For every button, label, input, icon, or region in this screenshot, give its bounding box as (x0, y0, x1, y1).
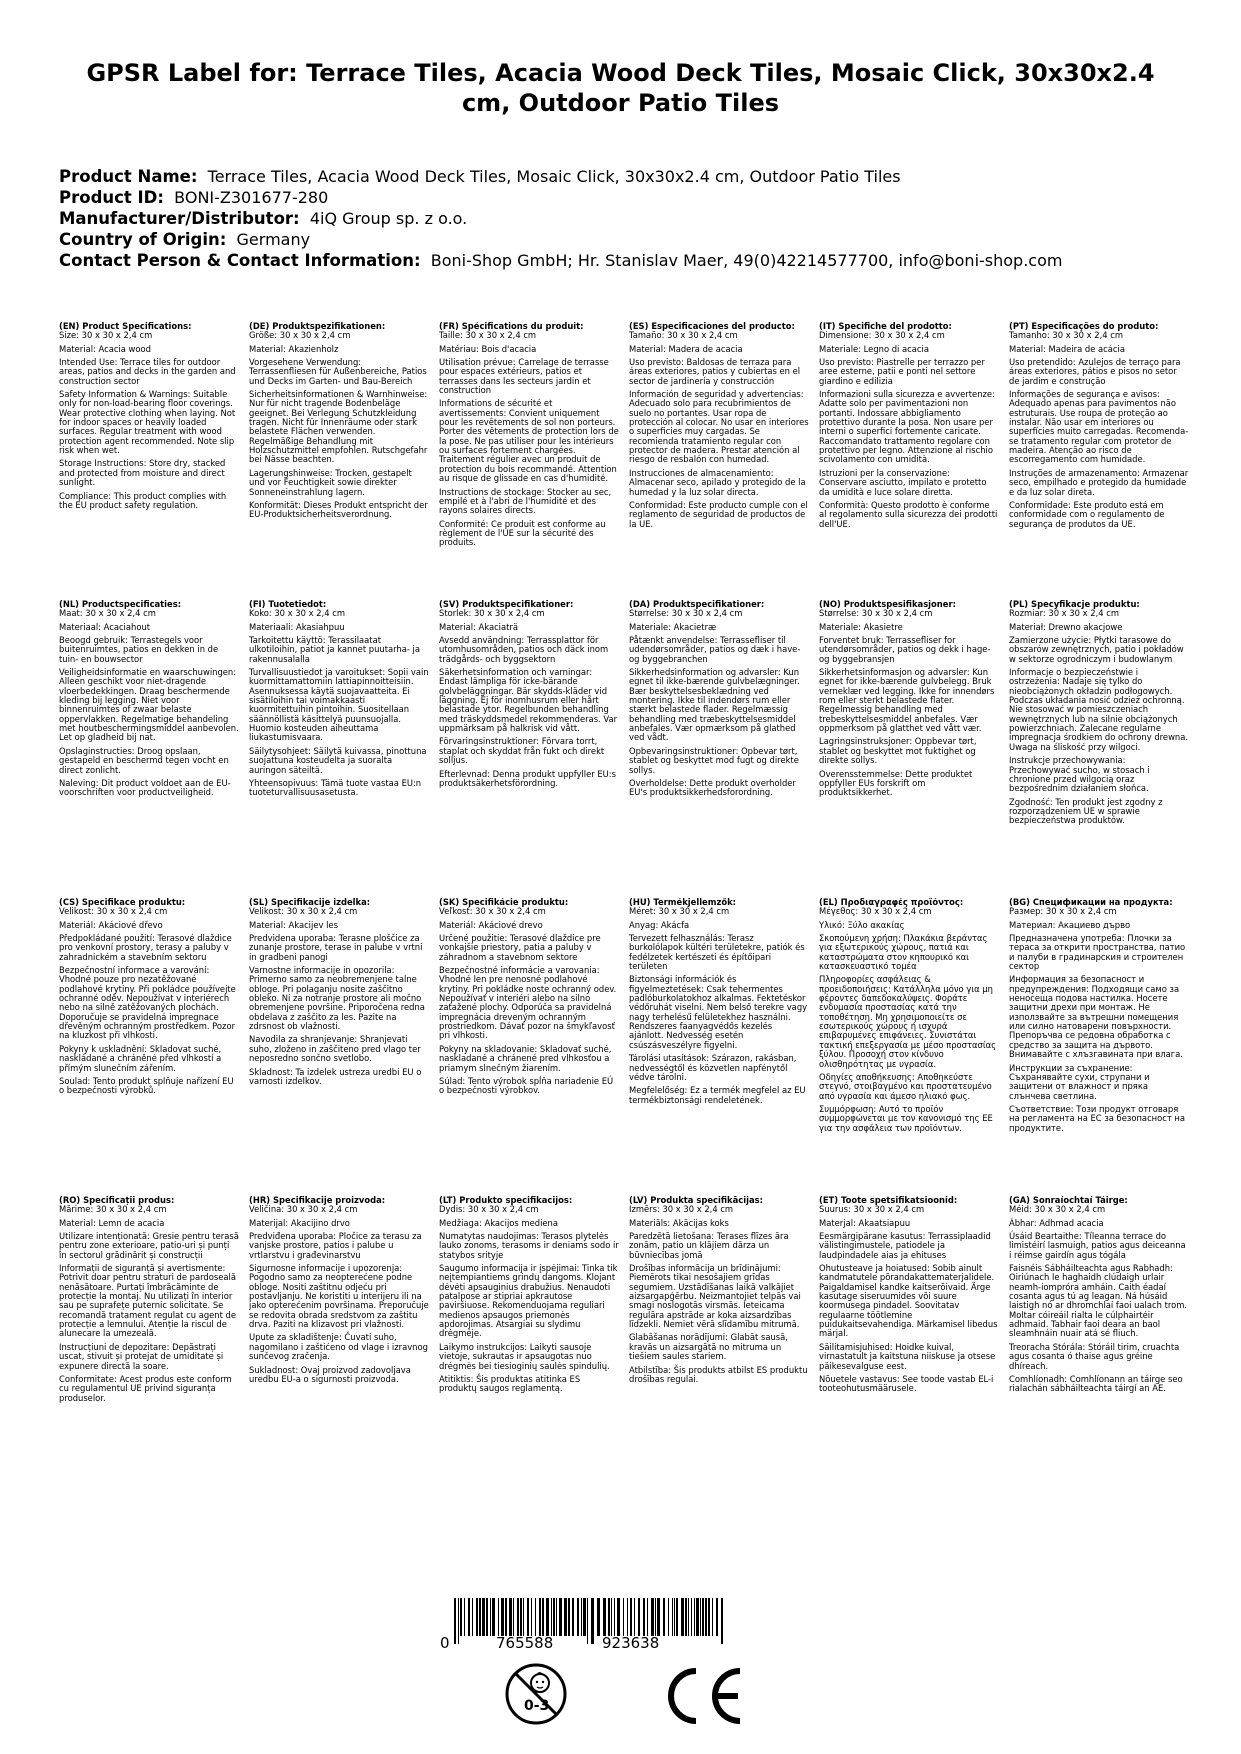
barcode-bar (712, 1598, 713, 1636)
spec-section-title: (CS) Specifikace produktu: (59, 898, 186, 907)
spec-paragraph: Matériau: Bois d'acacia (439, 343, 537, 354)
spec-grid (59, 322, 1199, 1552)
spec-section (629, 600, 819, 898)
barcode-bar (668, 1598, 669, 1636)
barcode-bar (498, 1598, 499, 1636)
spec-paragraph: Материал: Акациево дърво (1009, 919, 1131, 930)
spec-section (1009, 322, 1199, 600)
contact-label: Contact Person & Contact Information: (59, 251, 421, 270)
spec-paragraph: Pokyny na skladovanie: Skladovať suché, naskladané a chránené pred vlhkosťou a priamym slnečným žiarením. (439, 1043, 612, 1073)
spec-paragraph: Sukladnost: Ovaj proizvod zadovoljava uredbu EU-a o sigurnosti proizvoda. (249, 1364, 411, 1384)
spec-section-title: (FR) Spécifications du produit: (439, 322, 584, 331)
spec-paragraph: Bezpečnostné informácie a varovania: Vhodné len pre nenosné podlahové krytiny. Pri pokládke noste ochranný odev. Nepoužívať v interiéri alebo na silno zaťažené plochy. Odporúča sa pravidelná impregnácia dreveným ochranným prostriedkom. Dávať pozor na šmykľavosť pri vlhkosti. (439, 965, 617, 1041)
barcode-bar (572, 1598, 574, 1636)
spec-paragraph: Saugumo informacija ir įspėjimai: Tinka tik neįtempiantiems grindų dangoms. Klojant dėvėti apsauginius drabužius. Nenaudoti patalpose ar stipriai apkrautose paviršiuose. Rekomenduojama reguliari medienos apsaugos priemonės apdorojimas. Atsargiai su slydimu drėgmėje. (439, 1263, 618, 1339)
barcode-bar (603, 1598, 606, 1636)
spec-paragraph: Atitiktis: Šis produktas atitinka ES produktų saugos reglamentą. (439, 1373, 581, 1394)
spec-paragraph: Materiale: Akasietre (819, 621, 903, 632)
spec-paragraph: Numatytas naudojimas: Terasos plytelės lauko zonoms, terasoms ir deniams sodo ir statybos srityje (439, 1231, 619, 1260)
spec-paragraph: Avsedd användning: Terrassplattor för utomhusområden, patios och däck inom trädgårds- och byggsektorn (439, 635, 609, 664)
spec-paragraph: Instructions de stockage: Stocker au sec, empilé et à l'abri de l'humidité et des rayons solaires directs. (439, 486, 612, 516)
page-title: GPSR Label for: Terrace Tiles, Acacia Wood Deck Tiles, Mosaic Click, 30x30x2.4 cm, Outdoor Patio Tiles (86, 59, 1155, 117)
barcode-bar (611, 1598, 612, 1636)
spec-paragraph: Soulad: Tento produkt splňuje nařízení EU o bezpečnosti výrobků. (59, 1075, 234, 1096)
spec-paragraph: Conformitate: Acest produs este conform cu regulamentul UE privind siguranța produselor. (59, 1373, 232, 1403)
spec-paragraph: Biztonsági információk és figyelmeztetések: Csak tehermentes padlóburkolatokhoz alkalmas. Fektetéskor védőruhát viselni. Nem belső terekre vagy nagy terhelésű felületekhez használni. Rendszeres faanyagvédős kezelés ajánlott. Nedvesség esetén csúszásveszélyre figyelni. (629, 974, 808, 1050)
barcode-bar (651, 1598, 654, 1636)
spec-paragraph: Úsáid Beartaithe: Tíleanna terrace do limistéirí lasmuigh, patios agus deiceanna i réimse gairdín agus tógála (1009, 1231, 1186, 1260)
spec-paragraph: Předpokládané použití: Terasové dlaždice pro venkovní prostory, terasy a paluby v zahradnickém a stavebním sektoru (59, 933, 232, 962)
barcode-group-1: 765588 (496, 1634, 554, 1652)
spec-paragraph: Laikymo instrukcijos: Laikyti sausoje vietoje, sukrautas ir apsaugotas nuo drėgmės bei tiesioginių saulės spindulių. (439, 1341, 610, 1371)
spec-paragraph: Materijal: Akacijino drvo (249, 1217, 350, 1228)
barcode-bar (708, 1598, 710, 1636)
spec-paragraph: Turvallisuustiedot ja varoitukset: Sopii vain kuormittamattomiin lattiapinnoitteisiin. Asennuksessa käytä suojavaatteita. Ei sisätiloihin tai voimakkaasti kuormitettuihin pintoihin. Suositellaan säännöllistä käsittelyä puunsuojalla. Huomio kosteuden aiheuttama liukastumisvaara. (249, 667, 429, 743)
spec-paragraph: Conformità: Questo prodotto è conforme al regolamento sulla sicurezza dei prodotti dell'UE. (819, 499, 998, 529)
spec-paragraph: Material: Akaciaträ (439, 621, 518, 632)
spec-paragraph: Conformidade: Este produto está em conformidade com o regulamento de segurança de produtos da UE. (1009, 499, 1165, 529)
spec-section-title: (PT) Especificações do produto: (1009, 322, 1159, 331)
spec-paragraph: Vorgesehene Verwendung: Terrassenfliesen für Außenbereiche, Patios und Decks im Garten- und Bau-Bereich (249, 357, 427, 386)
barcode-bar (482, 1598, 485, 1636)
barcode-bar (694, 1598, 695, 1636)
spec-section (819, 322, 1009, 600)
spec-paragraph: Izmērs: 30 x 30 x 2,4 cm (629, 1204, 734, 1215)
spec-paragraph: Material: Madera de acacia (629, 343, 743, 354)
spec-paragraph: Maat: 30 x 30 x 2,4 cm (59, 608, 156, 619)
ce-mark-icon (660, 1665, 746, 1727)
spec-section (439, 898, 629, 1196)
barcode-bar (454, 1598, 456, 1644)
spec-section-title: (EN) Product Specifications: (59, 322, 192, 331)
spec-paragraph: Medžiaga: Akacijos mediena (439, 1217, 558, 1228)
spec-paragraph: Paredzētā lietošana: Terases flīzes āra zonām, patio un klājiem dārza un būvniecības jomā (629, 1231, 789, 1260)
barcode-bar (501, 1598, 504, 1636)
spec-paragraph: Eesmärgipärane kasutus: Terrassiplaadid välistingimustele, patiodele ja laudpindadele aias ja ehituses (819, 1231, 991, 1260)
spec-section (249, 600, 439, 898)
spec-paragraph: Σκοπούμενη χρήση: Πλακάκια βεράντας για εξωτερικούς χώρους, πατιά και καταστρώματα στον κηπουρικό και κατασκευαστικό τομέα (819, 933, 988, 972)
barcode-bar (568, 1598, 570, 1636)
spec-paragraph: Zamierzone użycie: Płytki tarasowe do obszarów zewnętrznych, patio i pokładów w sektorze ogrodniczym i budowlanym (1009, 635, 1184, 664)
spec-paragraph: Instrucciones de almacenamiento: Almacenar seco, apilado y protegido de la humedad y la luz solar directa. (629, 467, 806, 497)
barcode-bar (685, 1598, 687, 1636)
spec-paragraph: Materiál: Akáciové dřevo (59, 919, 163, 930)
barcode-bar (520, 1598, 522, 1636)
spec-paragraph: Material: Akacijev les (249, 919, 338, 930)
spec-paragraph: Υλικό: Ξύλο ακακίας (819, 919, 905, 930)
spec-paragraph: Určené použitie: Terasové dlaždice pre vonkajšie priestory, patia a paluby v záhradnom a stavebnom sektore (439, 933, 601, 962)
spec-paragraph: Предназначена употреба: Плочки за тераса за открити пространства, патио и палуби в градинарския и строителен сектор (1009, 933, 1186, 972)
spec-paragraph: Πληροφορίες ασφάλειας & προειδοποιήσεις: Κατάλληλα μόνο για μη φέροντες δαπεδοκαλύψεις. Φοράτε ενδυμασία προστασίας κατά την τοποθέτηση. Μη χρησιμοποιείτε σε εσωτερικούς χώρους ή ισχυρά επιβαρυμένες επιφάνειες. Συνιστάται τακτική επεξεργασία με μέσο προστασίας ξύλου. Προσοχή στον κίνδυνο ολισθηρότητας με υγρασία. (819, 974, 997, 1069)
spec-paragraph: Sikkerhedsinformation og advarsler: Kun egnet til ikke-bærende gulvbelægninger. Bær beskyttelsesbeklædning ved montering. Ikke til indendørs rum eller stærkt belastede ﬂader. Regelmæssig behandling med træbeskyttelsesmiddel anbefales. Vær opmærksom på glathed ved vådt. (629, 667, 800, 743)
spec-paragraph: Materiale: Legno di acacia (819, 343, 929, 354)
barcode-bar (657, 1598, 660, 1636)
barcode-bar (597, 1598, 600, 1636)
spec-section (439, 600, 629, 898)
spec-paragraph: Instrucțiuni de depozitare: Depăstrați uscat, stivuit și protejat de umiditate și expunere directă la soare. (59, 1341, 224, 1371)
barcode-bar (623, 1598, 624, 1636)
spec-paragraph: Megfelelőség: Ez a termék megfelel az EU termékbiztonsági rendeletének. (629, 1085, 806, 1105)
barcode-bar (702, 1598, 704, 1636)
manufacturer-row (59, 208, 1199, 229)
spec-paragraph: Instrukcje przechowywania: Przechowywać sucho, w stosach i chronione przed wilgocią oraz bezpośrednim działaniem słońca. (1009, 755, 1150, 794)
spec-paragraph: Materiał: Drewno akacjowe (1009, 621, 1123, 632)
spec-paragraph: Opslaginstructies: Droog opslaan, gestapeld en beschermd tegen vocht en direct zonlicht. (59, 745, 229, 775)
spec-section (439, 322, 629, 600)
product-id-label: Product ID: (59, 188, 164, 207)
barcode-bar (486, 1598, 488, 1636)
barcode-bar (458, 1598, 459, 1644)
spec-paragraph: Størrelse: 30 x 30 x 2,4 cm (819, 608, 933, 619)
spec-section (1009, 600, 1199, 898)
barcode-bar (523, 1598, 524, 1636)
barcode-bar (674, 1598, 675, 1636)
spec-paragraph: Veľkosť: 30 x 30 x 2,4 cm (439, 906, 546, 917)
spec-paragraph: Utilizare intenționată: Gresie pentru terasă pentru zone exterioare, patio-uri și punți în sectorul grădinărit și construcții (59, 1231, 239, 1260)
spec-paragraph: Οδηγίες αποθήκευσης: Αποθηκεύστε στεγνό, στοιβαγμένο και προστατευμένο από υγρασία και άμεσο ηλιακό φως. (819, 1071, 992, 1101)
spec-paragraph: Uso previsto: Piastrelle per terrazzo per aree esterne, patii e ponti nel settore giardino e edilizia (819, 357, 985, 386)
spec-section (59, 322, 249, 600)
barcode-bar (634, 1598, 635, 1636)
barcode-bar (476, 1598, 478, 1636)
barcode-bar (479, 1598, 481, 1636)
spec-paragraph: Efterlevnad: Denna produkt uppfyller EU:s produktsäkerhetsförordning. (439, 768, 616, 788)
spec-paragraph: Veličina: 30 x 30 x 2,4 cm (249, 1204, 358, 1215)
spec-section-title: (LT) Produkto specifikacijos: (439, 1196, 573, 1205)
spec-section-title: (LV) Produkta specifikācijas: (629, 1196, 763, 1205)
barcode-bar (627, 1598, 628, 1636)
barcode-bar (472, 1598, 473, 1636)
barcode-bar (556, 1598, 557, 1636)
barcode-bar (630, 1598, 632, 1636)
spec-paragraph: Размер: 30 x 30 x 2,4 cm (1009, 906, 1117, 917)
spec-paragraph: Velikost: 30 x 30 x 2,4 cm (249, 906, 358, 917)
spec-paragraph: Informations de sécurité et avertissements: Convient uniquement pour les revêtements de sol non porteurs. Porter des vêtements de protection lors de la pose. Ne pas utiliser pour les intérieurs ou surfaces fortement chargées. Traitement régulier avec un produit de protection du bois recommandé. Attention au risque de glissade en cas d'humidité. (439, 398, 619, 484)
spec-paragraph: Material: Akazienholz (249, 343, 339, 354)
barcode-bar (490, 1598, 491, 1636)
spec-section (59, 1196, 249, 1552)
spec-paragraph: Instruções de armazenamento: Armazenar seco, empilhado e protegido da humidade e da luz solar direta. (1009, 467, 1189, 497)
spec-paragraph: Dydis: 30 x 30 x 2,4 cm (439, 1204, 539, 1215)
barcode-bar (655, 1598, 656, 1636)
spec-paragraph: Predvidena uporaba: Terasne ploščice za zunanje prostore, terase in palube v vrtni in gradbeni panogi (249, 933, 423, 962)
product-info (59, 166, 1199, 271)
barcode-bar (531, 1598, 532, 1636)
barcode-bar (705, 1598, 707, 1636)
spec-paragraph: Sicherheitsinformationen & Warnhinweise: Nur für nicht tragende Bodenbeläge geeignet. Bei Verlegung Schutzkleidung tragen. Nicht für Innenräume oder stark belastete Flächen verwenden. Regelmäßige Behandlung mit Holzschutzmittel empfohlen. Rutschgefahr bei Nässe beachten. (249, 389, 428, 465)
spec-paragraph: Sigurnosne informacije i upozorenja: Pogodno samo za neopterećene podne obloge. Nositi zaštitnu odjeću pri postavljanju. Ne koristiti u interijeru ili na jako opterećenim površinama. Preporučuje se redovita obrada sredstvom za zaštitu drva. Paziti na klizavost pri vlažnosti. (249, 1263, 429, 1330)
barcode-bar (527, 1598, 529, 1636)
spec-section-title: (ET) Toote spetsifikatsioonid: (819, 1196, 958, 1205)
spec-section-title: (RO) Specificații produs: (59, 1196, 175, 1205)
spec-section-title: (SL) Specifikacije izdelka: (249, 898, 371, 907)
spec-paragraph: Lagerungshinweise: Trocken, gestapelt und vor Feuchtigkeit sowie direkter Sonneneinstrahlung lagern. (249, 467, 412, 497)
spec-paragraph: Информация за безопасност и предупреждения: Подходящи само за неносеща подова настилка. Носете защитни дрехи при монтаж. Не използвайте за вътрешни помещения или силно натоварени повърхности. Препоръчва се редовна обработка с средство за защита на дървото. Внимавайте с хлъзгавината при влага. (1009, 974, 1183, 1060)
spec-section-title: (SK) Špecifikácie produktu: (439, 898, 569, 907)
spec-paragraph: Pokyny k uskladnění: Skladovat suché, naskládané a chráněné před vlhkostí a přímým slunečním zářením. (59, 1043, 222, 1073)
spec-section-title: (NO) Produktspesifikasjoner: (819, 600, 956, 609)
spec-paragraph: Informacje o bezpieczeństwie i ostrzeżenia: Nadaje się tylko do nieobciążonych okładzin podłogowych. Podczas układania nosić odzież ochronną. Nie stosować w pomieszczeniach wewnętrznych lub na silnie obciążonych powierzchniach. Zalecane regularne impregnacja środkiem do ochrony drewna. Uwaga na śliskość przy wilgoci. (1009, 667, 1189, 752)
barcode-bar (577, 1598, 579, 1636)
spec-paragraph: Rozmiar: 30 x 30 x 2,4 cm (1009, 608, 1119, 619)
spec-section-title: (FI) Tuotetiedot: (249, 600, 327, 609)
spec-paragraph: Ábhar: Adhmad acacia (1009, 1217, 1104, 1228)
not-for-children-0-3-icon (504, 1658, 568, 1738)
spec-section (59, 898, 249, 1196)
spec-paragraph: Tárolási utasítások: Szárazon, rakásban, nedvességtől és közvetlen napfénytől védve tárolni. (629, 1053, 797, 1082)
manufacturer-label: Manufacturer/Distributor: (59, 209, 300, 228)
country-value: Germany (236, 230, 311, 249)
spec-paragraph: Istruzioni per la conservazione: Conservare asciutto, impilato e protetto da umidità e luce solare diretta. (819, 467, 987, 497)
spec-paragraph: Nõuetele vastavus: See toode vastab EL-i tooteohutusmäärusele. (819, 1373, 994, 1394)
spec-paragraph: Naleving: Dit product voldoet aan de EU-voorschriften voor productveiligheid. (59, 777, 231, 798)
spec-paragraph: Overensstemmelse: Dette produktet oppfyller EUs forskrift om produktsikkerhet. (819, 768, 973, 798)
spec-paragraph: Tamaño: 30 x 30 x 2,4 cm (629, 330, 738, 341)
spec-paragraph: Συμμόρφωση: Αυτό το προϊόν συμμορφώνεται με τον κανονισμό της ΕΕ για την ασφάλεια των προϊόντων. (819, 1103, 993, 1133)
spec-section (629, 898, 819, 1196)
spec-paragraph: Safety Information & Warnings: Suitable only for non-load-bearing floor coverings. Wear protective clothing when laying. Not for indoor spaces or heavily loaded surfaces. Regular treatment with wood protection agent recommended. Note slip risk when wet. (59, 389, 236, 456)
spec-paragraph: Uso previsto: Baldosas de terraza para áreas exteriores, patios y cubiertas en el sector de jardinería y construcción (629, 357, 801, 386)
spec-section-title: (ES) Especificaciones del producto: (629, 322, 795, 331)
spec-paragraph: Konformität: Dieses Produkt entspricht der EU-Produktsicherheitsverordnung. (249, 499, 428, 520)
spec-section (819, 898, 1009, 1196)
barcode-bar (688, 1598, 689, 1636)
spec-paragraph: Storage Instructions: Store dry, stacked and protected from moisture and direct sunlight. (59, 458, 226, 488)
spec-section (1009, 1196, 1199, 1552)
spec-paragraph: Comhlíonadh: Comhlíonann an táirge seo rialachán sábháilteachta táirgí an AE. (1009, 1373, 1183, 1394)
spec-section (249, 898, 439, 1196)
barcode-bar (691, 1598, 692, 1636)
spec-section-title: (DA) Produktspecifikationer: (629, 600, 765, 609)
product-name-row (59, 166, 1199, 187)
spec-paragraph: Materiāls: Akācijas koks (629, 1217, 729, 1228)
spec-paragraph: Información de seguridad y advertencias: Adecuado solo para recubrimientos de suelo no portantes. Usar ropa de protección al colocar. No usar en interiores o superficies muy cargadas. Se recomienda tratamiento regular con protector de madera. Prestar atención al riesgo de resbalón con humedad. (629, 389, 809, 465)
barcode-bar (564, 1598, 567, 1636)
spec-paragraph: Tervezett felhasználás: Terasz burkolólapok kültéri területekre, patiók és fedélzetek kertészeti és építőipari területen (629, 933, 805, 972)
spec-paragraph: Mărime: 30 x 30 x 2,4 cm (59, 1204, 167, 1215)
barcode-bar (591, 1598, 594, 1644)
spec-section (249, 322, 439, 600)
spec-paragraph: Инструкции за съхранение: Съхранявайте сухи, струпани и защитени от влажност и пряка слънчева светлина. (1009, 1062, 1150, 1101)
barcode-bar (535, 1598, 536, 1636)
barcode-bar (614, 1598, 615, 1636)
spec-paragraph: Compliance: This product complies with the EU product safety regulation. (59, 490, 227, 510)
barcode-bar (676, 1598, 678, 1636)
barcode-bar (542, 1598, 544, 1636)
spec-paragraph: Material: Lemn de acacia (59, 1217, 165, 1228)
spec-section-title: (PL) Specyfikacje produktu: (1009, 600, 1140, 609)
spec-paragraph: Conformidad: Este producto cumple con el reglamento de seguridad de productos de la UE. (629, 499, 808, 529)
spec-paragraph: Съответствие: Този продукт отговаря на регламента на ЕС за безопасност на продуктите. (1009, 1103, 1186, 1133)
product-id-value: BONI-Z301677-280 (174, 188, 329, 207)
product-name-value: Terrace Tiles, Acacia Wood Deck Tiles, Mosaic Click, 30x30x2.4 cm, Outdoor Patio Tiles (207, 167, 901, 186)
spec-paragraph: Opbevaringsinstruktioner: Opbevar tørt, stablet og beskyttet mod fugt og direkte sollys. (629, 745, 799, 775)
spec-paragraph: Storlek: 30 x 30 x 2,4 cm (439, 608, 545, 619)
spec-paragraph: Intended Use: Terrace tiles for outdoor areas, patios and decks in the garden and construction sector (59, 357, 236, 386)
spec-paragraph: Koko: 30 x 30 x 2,4 cm (249, 608, 345, 619)
spec-section-title: (DE) Produktspezifikationen: (249, 322, 386, 331)
barcode-bar (581, 1598, 582, 1636)
barcode-bar (559, 1598, 562, 1636)
age-label: 0-3 (524, 1698, 550, 1714)
spec-paragraph: Treoracha Stórála: Stóráil tirim, cruachta agus cosanta ó thaise agus gréine dhíreach. (1009, 1341, 1180, 1371)
spec-paragraph: Informações de segurança e avisos: Adequado apenas para pavimentos não estruturais. Use roupa de proteção ao instalar. Não usar em interiores ou superfícies muito carregadas. Recomenda-se tratamento regular com protetor de madeira. Atenção ao risco de escorregamento com humidade. (1009, 389, 1189, 465)
spec-section (629, 1196, 819, 1552)
spec-section-title: (SV) Produktspecifikationer: (439, 600, 574, 609)
spec-paragraph: Utilisation prévue: Carrelage de terrasse pour espaces extérieurs, patios et terrasses dans les secteurs jardin et construction (439, 357, 609, 396)
spec-paragraph: Materjal: Akaatsiapuu (819, 1217, 911, 1228)
spec-paragraph: Anyag: Akácfa (629, 919, 690, 930)
spec-paragraph: Overholdelse: Dette produkt overholder EU's produktsikkerhedsforordning. (629, 777, 796, 798)
spec-section-title: (BG) Спецификации на продукта: (1009, 898, 1173, 907)
barcode-bar (721, 1598, 723, 1644)
spec-paragraph: Zgodność: Ten produkt jest zgodny z rozporządzeniem UE w sprawie bezpieczeństwa produktów. (1009, 796, 1163, 826)
spec-paragraph: Velikost: 30 x 30 x 2,4 cm (59, 906, 168, 917)
spec-paragraph: Forventet bruk: Terrasseﬂiser for utendørsområder, patios og dekk i hage- og byggebransjen (819, 635, 991, 664)
barcode-left-digit: 0 (440, 1634, 450, 1652)
manufacturer-value: 4iQ Group sp. z o.o. (309, 209, 468, 228)
barcode-bar (638, 1598, 640, 1636)
barcode-bar (681, 1598, 684, 1636)
spec-section (629, 322, 819, 600)
spec-paragraph: Beoogd gebruik: Terrastegels voor buitenruimtes, patios en dekken in de tuin- en bouwsector (59, 635, 219, 664)
spec-section (1009, 898, 1199, 1196)
spec-paragraph: Size: 30 x 30 x 2,4 cm (59, 330, 153, 341)
spec-section (819, 600, 1009, 898)
spec-paragraph: Suurus: 30 x 30 x 2,4 cm (819, 1204, 925, 1215)
spec-paragraph: Veiligheidsinformatie en waarschuwingen: Alleen geschikt voor niet-dragende vloerbedekkingen. Draag beschermende kleding bij legging. Niet voor binnenruimtes of zwaar belaste oppervlakken. Regelmatige behandeling met houtbeschermingsmiddel aanbevolen. Let op gladheid bij nat. (59, 667, 239, 743)
barcode-bar (647, 1598, 648, 1636)
spec-paragraph: Informazioni sulla sicurezza e avvertenze: Adatte solo per pavimentazioni non portanti. Indossare abbigliamento protettivo durante la posa. Non usare per interni o superfici fortemente caricate. Raccomandato trattamento regolare con protettivo per legno. Attenzione al rischio scivolamento con umidità. (819, 389, 995, 465)
spec-paragraph: Materiál: Akáciové drevo (439, 919, 543, 930)
spec-paragraph: Glabāšanas norādījumi: Glabāt sausā, kravās un aizsargātā no mitruma un tiešiem saules stariem. (629, 1332, 788, 1362)
spec-section (59, 600, 249, 898)
barcode-bar (587, 1598, 588, 1644)
barcode-bar (546, 1598, 549, 1636)
spec-section (249, 1196, 439, 1552)
spec-paragraph: Súlad: Tento výrobok spĺňa nariadenie EÚ o bezpečnosti výrobkov. (439, 1075, 614, 1096)
spec-paragraph: Ohutusteave ja hoiatused: Sobib ainult kandmatutele põrandakattematerjalidele. Paigaldamisel kandke kaitserõivaid. Ärge kasutage siseruumides või suure koormusega pindadel. Soovitatav regulaarne töötlemine puidukaitsevahendiga. Märkamisel libedus märjal. (819, 1263, 998, 1339)
contact-value: Boni-Shop GmbH; Hr. Stanislav Maer, 49(0)42214577700, info@boni-shop.com (430, 251, 1063, 270)
barcode-bar (672, 1598, 673, 1636)
spec-paragraph: Predviđena uporaba: Pločice za terasu za vanjske prostore, patios i palube u vrtlarstvu i građevinarstvu (249, 1231, 422, 1260)
spec-paragraph: Méid: 30 x 30 x 2,4 cm (1009, 1204, 1106, 1215)
spec-paragraph: Upute za skladištenje: Čuvati suho, nagomilano i zaštićeno od vlage i izravnog sunčevog zračenja. (249, 1332, 428, 1362)
barcode-bar (716, 1598, 718, 1636)
barcode-bar (583, 1598, 586, 1636)
spec-paragraph: Lagringsinstruksjoner: Oppbevar tørt, stablet og beskyttet mot fuktighet og direkte sollys. (819, 736, 977, 766)
barcode-bar (513, 1598, 514, 1636)
spec-paragraph: Säkerhetsinformation och varningar: Endast lämpliga för icke-bärande golvbeläggningar. Bär skydds-kläder vid läggning. Ej för inomhusrum eller hårt belastade ytor. Regelbunden behandling med träskyddsmedel rekommenderas. Var uppmärksam på halkrisk vid vått. (439, 667, 618, 734)
spec-section-title: (HU) Termékjellemzők: (629, 898, 737, 907)
barcode-bar (700, 1598, 701, 1636)
barcode-bar (505, 1598, 507, 1636)
spec-paragraph: Varnostne informacije in opozorila: Primerno samo za neobremenjene talne obloge. Pri polaganju nosite zaščitno obleko. Ni za notranje prostore ali močno obremenjene površine. Priporočena redna obdelava z zaščito za les. Pazite na zdrsnost ob vlažnosti. (249, 965, 425, 1032)
spec-paragraph: Μέγεθος: 30 x 30 x 2,4 cm (819, 906, 932, 917)
spec-paragraph: Material: Madeira de acácia (1009, 343, 1125, 354)
spec-paragraph: Materiale: Akacietræ (629, 621, 717, 632)
country-label: Country of Origin: (59, 230, 227, 249)
barcode-bar (553, 1598, 555, 1636)
spec-paragraph: Navodila za shranjevanje: Shranjevati suho, zloženo in zaščiteno pred vlago ter neposredno sončno svetlobo. (249, 1034, 421, 1064)
spec-paragraph: Informații de siguranță și avertismente: Potrivit doar pentru straturi de pardoseală nenăsătoare. Purtați îmbrăcăminte de protecție la montaj. Nu utilizați în interior sau pe suprafețe puternic solicitate. Se recomandă tratament regulat cu agent de protecție a lemnului. Atenție la riscul de alunecare la umezeală. (59, 1263, 237, 1339)
contact-row (59, 250, 1199, 271)
spec-paragraph: Förvaringsinstruktioner: Förvara torrt, staplat och skyddat från fukt och direkt solljus. (439, 736, 605, 766)
spec-paragraph: Säilytysohjeet: Säilytä kuivassa, pinottuna suojattuna kosteudelta ja suoralta auringon säteiltä. (249, 745, 427, 775)
barcode-bar (492, 1598, 495, 1636)
spec-section-title: (GA) Sonraíochtaí Táirge: (1009, 1196, 1128, 1205)
barcode-bar (464, 1598, 465, 1636)
product-name-label: Product Name: (59, 167, 198, 186)
spec-section-title: (NL) Productspecificaties: (59, 600, 182, 609)
product-id-row (59, 187, 1199, 208)
spec-paragraph: Taille: 30 x 30 x 2,4 cm (439, 330, 537, 341)
barcode-bar (663, 1598, 665, 1636)
spec-paragraph: Tarkoitettu käyttö: Terassilaatat ulkotiloihin, patiot ja kannet puutarha- ja rakennusalalla (249, 635, 420, 664)
barcode-bar (517, 1598, 519, 1636)
spec-paragraph: Uso pretendido: Azulejos de terraço para áreas exteriores, pátios e pisos no setor de jardim e construção (1009, 357, 1181, 386)
spec-paragraph: Påtænkt anvendelse: Terrasseﬂiser til udendørsområder, patios og dæk i have- og byggebranchen (629, 635, 801, 664)
spec-section-title: (IT) Specifiche del prodotto: (819, 322, 952, 331)
barcode-group-2: 923638 (602, 1634, 660, 1652)
barcode-bar (468, 1598, 470, 1636)
spec-paragraph: Materiaali: Akasiahpuu (249, 621, 345, 632)
spec-paragraph: Tamanho: 30 x 30 x 2,4 cm (1009, 330, 1123, 341)
barcode-bar (643, 1598, 645, 1636)
spec-section-title: (EL) Προδιαγραφές προϊόντος: (819, 898, 964, 907)
spec-paragraph: Materiaal: Acaciahout (59, 621, 151, 632)
barcode-bar (696, 1598, 699, 1636)
spec-paragraph: Størrelse: 30 x 30 x 2,4 cm (629, 608, 743, 619)
spec-paragraph: Yhteensopivuus: Tämä tuote vastaa EU:n tuoteturvallisuusasetusta. (249, 777, 422, 798)
spec-paragraph: Conformité: Ce produit est conforme au règlement de l'UE sur la sécurité des produits. (439, 518, 606, 548)
spec-paragraph: Material: Acacia wood (59, 343, 151, 354)
spec-paragraph: Faisnéis Sábháilteachta agus Rabhadh: Oiriúnach le haghaidh clúdaigh urlair neamh-iompróra amháin. Caith éadaí cosanta agus tú ag leagan. Ná húsáid laistigh nó ar dhromchlaí faoi ualach trom. Moltar cóireáil rialta le cúlphairtéir adhmaid. Tabhair faoi deara an baol sleamhnáin nuair atá sé fliuch. (1009, 1263, 1188, 1339)
spec-section-title: (HR) Specifikacije proizvoda: (249, 1196, 386, 1205)
spec-paragraph: Größe: 30 x 30 x 2,4 cm (249, 330, 351, 341)
spec-paragraph: Bezpečnostní informace a varování: Vhodné pouze pro nezatěžované podlahové krytiny. Při pokládce používejte ochranné oděv. Nepoužívat v interiérech nebo na silně zatěžovaných plochách. Doporučuje se pravidelná impregnace dřevěným ochranným prostředkem. Pozor na kluzkost při vlhkosti. (59, 965, 236, 1041)
spec-paragraph: Skladnost: Ta izdelek ustreza uredbi EU o varnosti izdelkov. (249, 1066, 422, 1086)
spec-paragraph: Drošības informācija un brīdinājumi: Piemērots tikai nesošajiem grīdas segumiem. Uzstādīšanas laikā valkājiet aizsargapģērbu. Neizmantojiet telpās vai smagi noslogotās virsmās. Ieteicama regulāra apstrāde ar koka aizsardzības līdzekli. Nemiet vērā slīdamību mitrumā. (629, 1263, 801, 1330)
spec-paragraph: Säilitamisjuhised: Hoidke kuival, virnastatult ja kaitstuna niiskuse ja otsese päikesevalguse eest. (819, 1341, 996, 1371)
spec-paragraph: Méret: 30 x 30 x 2,4 cm (629, 906, 730, 917)
spec-paragraph: Atbilstība: Šis produkts atbilst ES produktu drošības regulai. (629, 1364, 808, 1384)
barcode-bar (608, 1598, 610, 1636)
barcode-bar (460, 1598, 462, 1636)
spec-paragraph: Sikkerhetsinformasjon og advarsler: Kun egnet for ikke-bærende gulvbelegg. Bruk verneklær ved legging. Ikke for innendørs rom eller sterkt belastede ﬂater. Regelmessig behandling med trebeskyttelsesmiddel anbefales. Vær oppmerksom på glatthet ved vått vær. (819, 667, 995, 734)
spec-section (819, 1196, 1009, 1552)
spec-section (439, 1196, 629, 1552)
barcode-bar (509, 1598, 512, 1636)
barcode-bar (551, 1598, 552, 1636)
barcode-bar (617, 1598, 620, 1636)
barcode-bar (539, 1598, 541, 1636)
country-row (59, 229, 1199, 250)
spec-paragraph: Dimensione: 30 x 30 x 2,4 cm (819, 330, 945, 341)
